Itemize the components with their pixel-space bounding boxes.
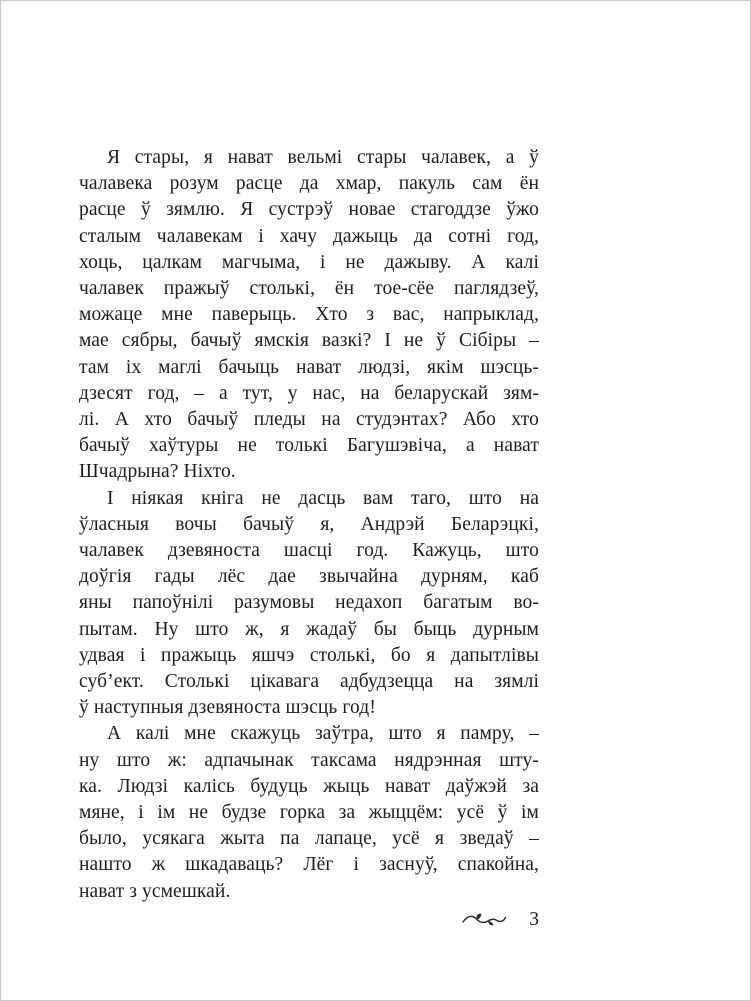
text-line: пытам. Ну што ж, я жадаў бы быць дурным (79, 618, 539, 640)
text-line: ну што ж: адпачынак таксама нядрэнная шту- (79, 749, 539, 771)
text-line: І ніякая кніга не дасць вам таго, што на (107, 487, 539, 509)
text-line: дзесят год, – а тут, у нас, на беларускай зям- (79, 382, 539, 404)
text-line: суб’ект. Столькі цікавага адбудзецца на зямлі (79, 671, 539, 693)
text-line: Я стары, я нават вельмі стары чалавек, а ў (107, 147, 539, 168)
text-line: нават з усмешкай. (79, 880, 231, 902)
text-line: ка. Людзі калісь будуць жыць нават даўжэй за (79, 775, 539, 797)
text-line: нашто ж шкадаваць? Лёг і заснуў, спакойна, (79, 854, 539, 876)
text-line: можаце мне паверыць. Хто з вас, напрыклад, (79, 304, 539, 326)
text-line: было, усякага жыта па лапаце, усё я зведаў – (79, 828, 539, 850)
text-line: доўгія гады лёс дае звычайна дурням, каб (79, 566, 539, 588)
text-line: чалавек пражыў столькі, ён тое-сёе паглядзеў, (79, 278, 539, 300)
text-line: удвая і пражыць яшчэ столькі, бо я дапытлівы (79, 644, 539, 666)
text-line: хоць, цалкам магчыма, і не дажыву. А калі (79, 251, 539, 273)
flourish-ornament-icon (461, 912, 507, 928)
text-line: Шчадрына? Ніхто. (79, 461, 236, 483)
text-line: расце ў зямлю. Я сустрэў новае стагоддзе ўжо (79, 199, 539, 221)
text-line: А калі мне скажуць заўтра, што я памру, – (107, 723, 539, 745)
page-text (79, 145, 539, 905)
page-number: 3 (529, 909, 539, 930)
text-line: чалавека розум расце да хмар, пакуль сам ён (79, 173, 539, 195)
text-line: лі. А хто бачыў пледы на студэнтах? Або хто (79, 409, 539, 431)
text-line: бачыў хаўтуры не толькі Багушэвіча, а нават (79, 435, 539, 457)
page-footer (79, 907, 539, 933)
text-line: мяне, і ім не будзе горка за жыццём: усё ў ім (79, 802, 539, 824)
text-line: там іх маглі бачыць нават людзі, якім шэсць- (79, 356, 539, 378)
text-line: ўласныя вочы бачыў я, Андрэй Беларэцкі, (79, 513, 539, 535)
text-line: ў наступныя дзевяноста шэсць год! (79, 697, 376, 719)
paragraph (79, 145, 539, 486)
paragraph (79, 486, 539, 722)
text-line: яны папоўнілі разумовы недахоп багатым во- (79, 592, 539, 614)
text-line: сталым чалавекам і хачу дажыць да сотні год, (79, 225, 539, 247)
text-line: мае сябры, бачыў ямскія вазкі? І не ў Сібіры – (79, 330, 539, 352)
paragraph (79, 721, 539, 904)
text-line: чалавек дзевяноста шасці год. Кажуць, што (79, 540, 539, 562)
